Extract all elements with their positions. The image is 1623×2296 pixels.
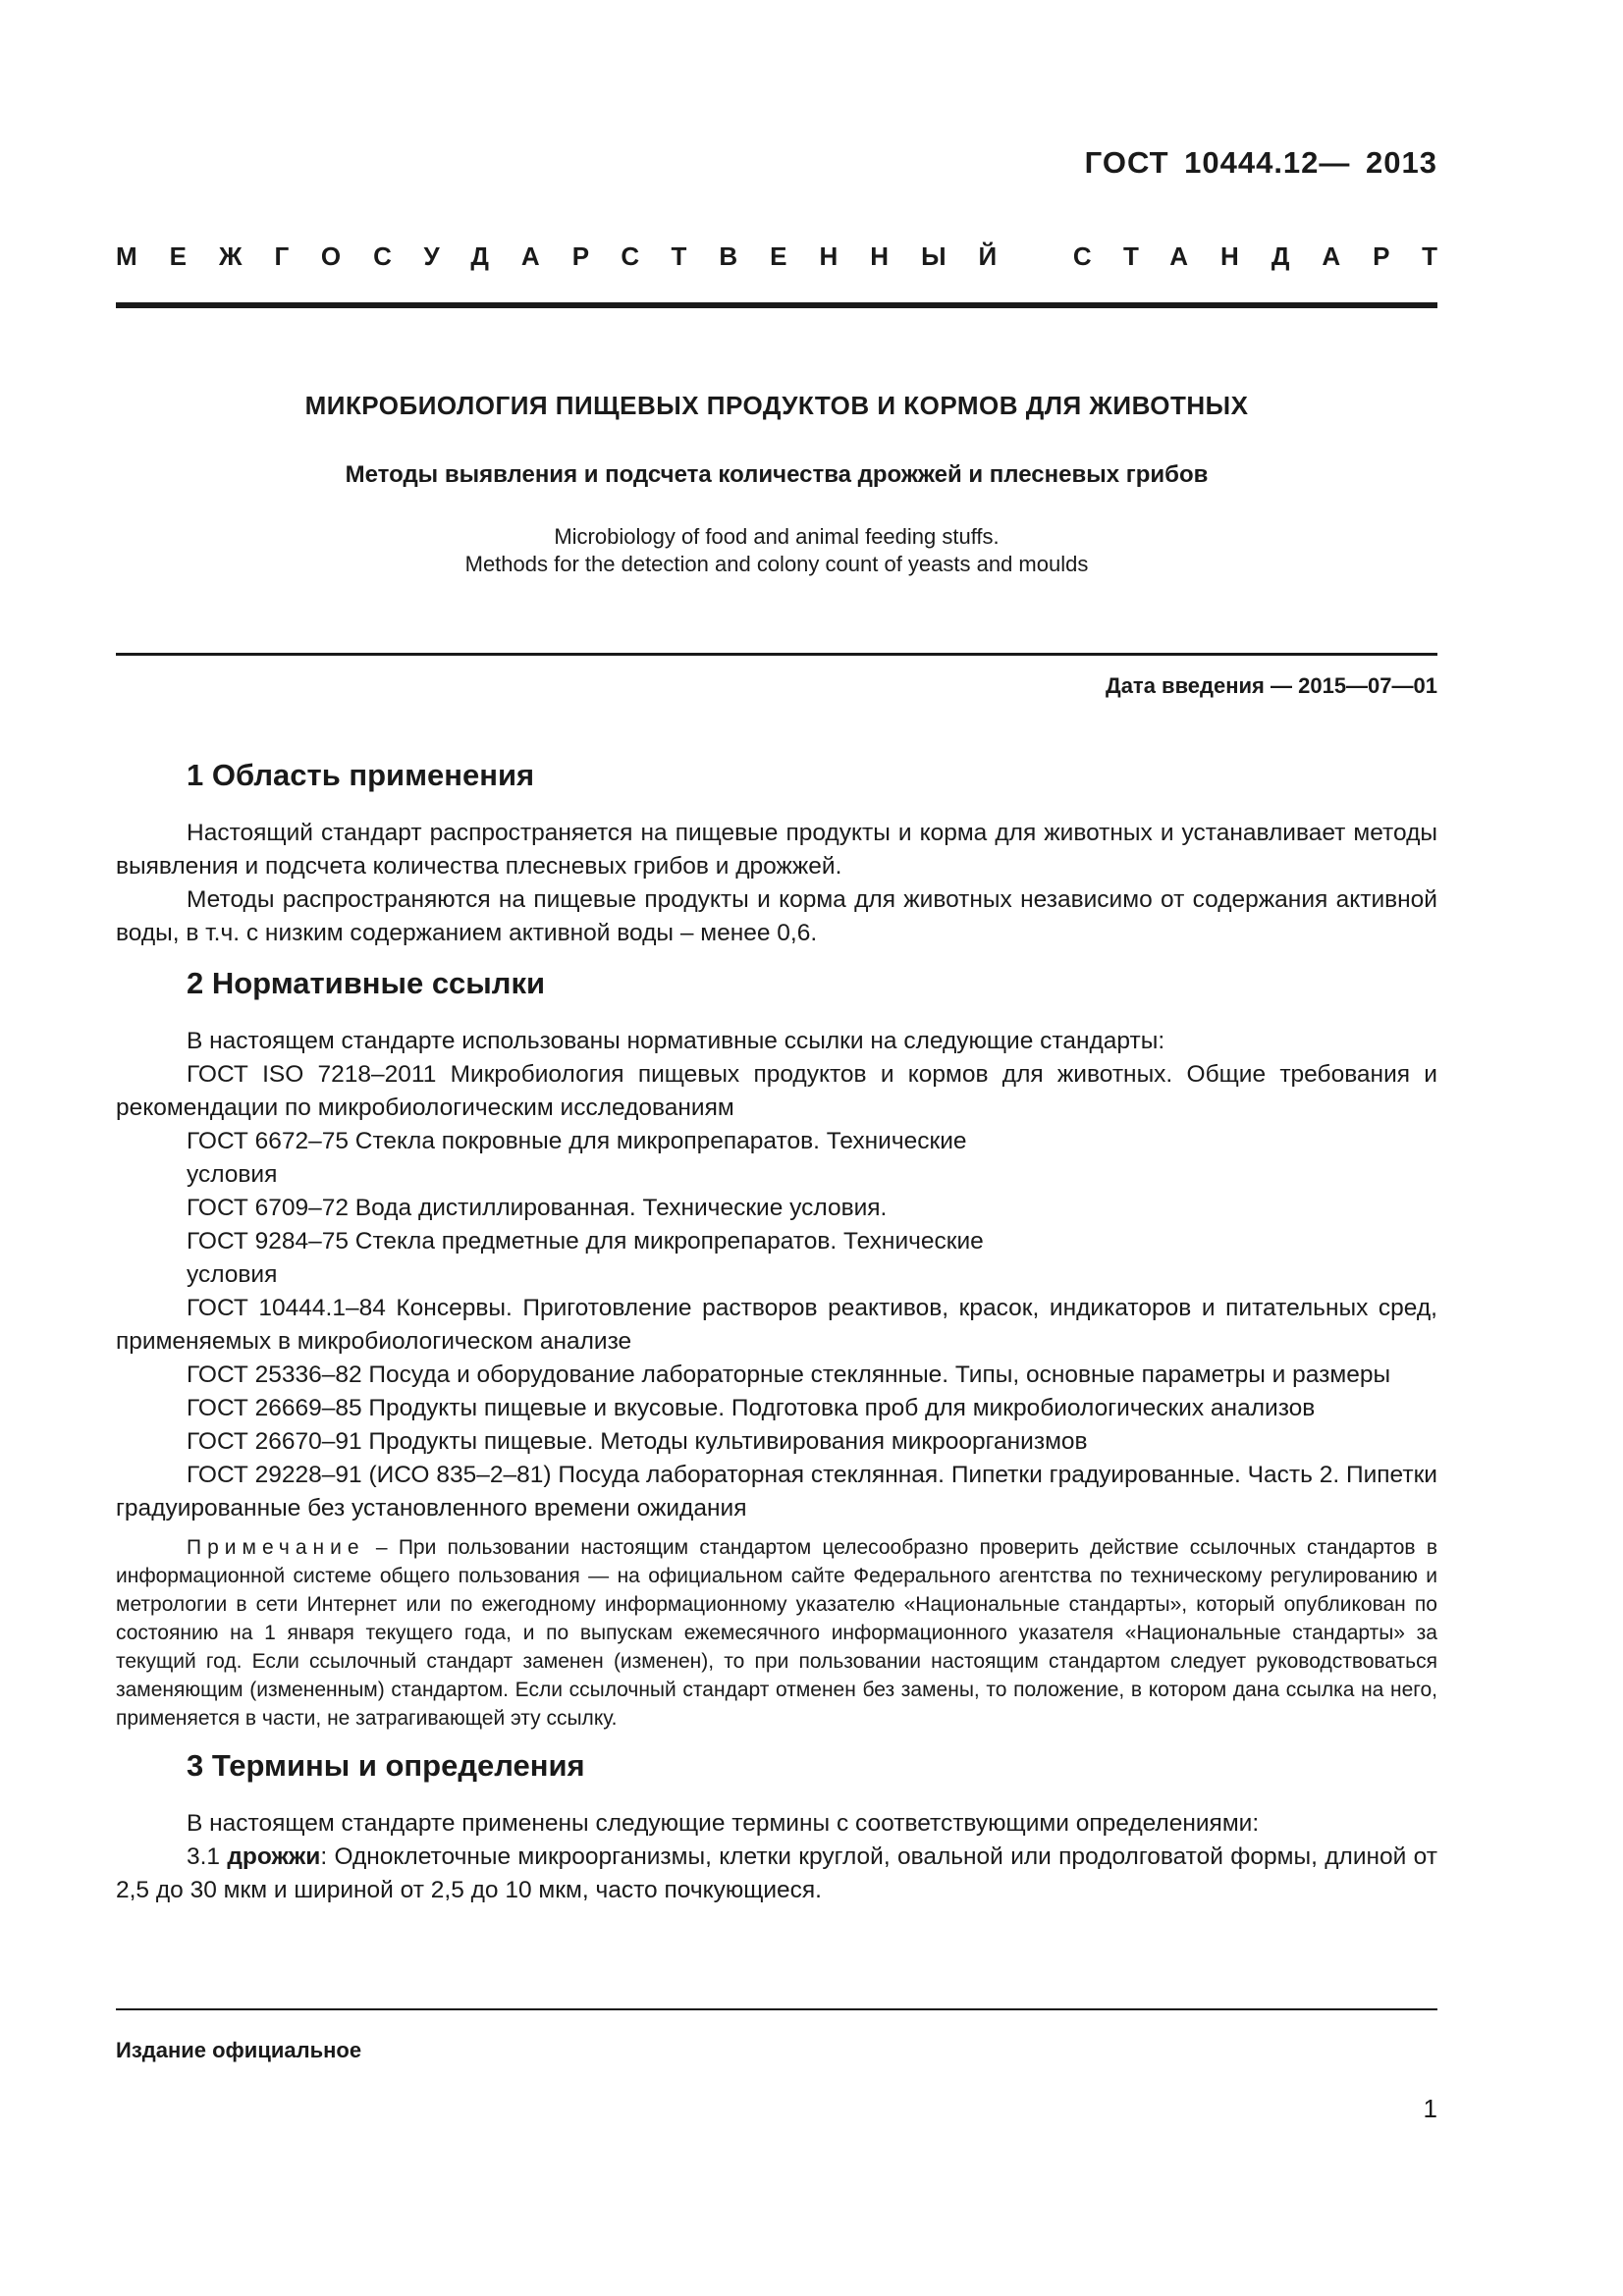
reference-item: ГОСТ 26669–85 Продукты пищевые и вкусовые. Подготовка проб для микробиологических анализов — [187, 1395, 1316, 1421]
english-title-line: Microbiology of food and animal feeding stuffs. — [554, 524, 1000, 549]
reference-item: ГОСТ 6709–72 Вода дистиллированная. Технические условия. — [187, 1195, 888, 1221]
note-label: Примечание — [187, 1536, 365, 1559]
edition-label: Издание официальное — [116, 2038, 362, 2062]
section-title-scope: 1 Область применения — [187, 758, 535, 792]
document-body — [116, 756, 1437, 1907]
reference-item: ГОСТ 6672–75 Стекла покровные для микропрепаратов. Технические — [187, 1128, 967, 1154]
introduction-date: Дата введения — 2015—07—01 — [1106, 673, 1437, 698]
page-number: 1 — [1423, 2094, 1437, 2123]
section-title-terms: 3 Термины и определения — [187, 1748, 585, 1783]
reference-item: ГОСТ ISO 7218–2011 Микробиология пищевых продуктов и кормов для животных. Общие требования и рекомендации по микробиологическим исследованиям — [116, 1061, 1437, 1121]
reference-item: условия — [187, 1161, 278, 1188]
interstate-word: МЕЖГОСУДАРСТВЕННЫЙ — [116, 241, 1030, 271]
reference-item: ГОСТ 26670–91 Продукты пищевые. Методы культивирования микроорганизмов — [187, 1428, 1088, 1455]
reference-item: ГОСТ 29228–91 (ИСО 835–2–81) Посуда лабораторная стеклянная. Пипетки градуированные. Часть 2. Пипетки градуированные без установленного времени ожидания — [116, 1462, 1437, 1522]
english-title-line: Methods for the detection and colony count of yeasts and moulds — [464, 552, 1089, 576]
footer-divider — [116, 2008, 1437, 2010]
english-title — [116, 523, 1437, 578]
paragraph: В настоящем стандарте использованы нормативные ссылки на следующие стандарты: — [187, 1028, 1165, 1054]
note-text: – При пользовании настоящим стандартом целесообразно проверить действие ссылочных стандартов в информационной системе общего пользования — на официальном сайте Федерального агентства по техническому регулированию и метрологии в сети Интернет или по ежегодному информационному указателю «Национальные стандарты», который опубликован по состоянию на 1 января текущего года, и по выпускам ежемесячного информационного указателя «Национальные стандарты» за текущий год. Если ссылочный стандарт заменен (изменен), то при пользовании настоящим стандартом следует руководствоваться заменяющим (измененным) стандартом. Если ссылочный стандарт отменен без замены, то положение, в котором дана ссылка на него, применяется в части, не затрагивающей эту ссылку. — [116, 1536, 1437, 1730]
standard-word: СТАНДАРТ — [1072, 241, 1470, 271]
interstate-standard-heading — [116, 241, 1470, 272]
paragraph: Настоящий стандарт распространяется на пищевые продукты и корма для животных и устанавливает методы выявления и подсчета количества плесневых грибов и дрожжей. — [116, 820, 1437, 880]
document-title: МИКРОБИОЛОГИЯ ПИЩЕВЫХ ПРОДУКТОВ И КОРМОВ ДЛЯ ЖИВОТНЫХ — [304, 391, 1249, 420]
reference-item: ГОСТ 10444.1–84 Консервы. Приготовление растворов реактивов, красок, индикаторов и питательных сред, применяемых в микробиологическом анализе — [116, 1295, 1437, 1355]
definition — [116, 1841, 1437, 1907]
paragraph: Методы распространяются на пищевые продукты и корма для животных независимо от содержания активной воды, в т.ч. с низким содержанием активной воды – менее 0,6. — [116, 886, 1437, 946]
document-number: ГОСТ 10444.12— 2013 — [1084, 145, 1437, 180]
definition-text: : Одноклеточные микроорганизмы, клетки круглой, овальной или продолговатой формы, длиной от 2,5 до 30 мкм и шириной от 2,5 до 10 мкм, часто почкующиеся. — [116, 1843, 1437, 1903]
definition-term: дрожжи — [227, 1843, 321, 1870]
note — [116, 1533, 1437, 1733]
reference-item: ГОСТ 9284–75 Стекла предметные для микропрепаратов. Технические — [187, 1228, 984, 1255]
section-title-references: 2 Нормативные ссылки — [187, 966, 546, 1000]
definition-number: 3.1 — [187, 1843, 228, 1870]
reference-item: условия — [187, 1261, 278, 1288]
reference-item: ГОСТ 25336–82 Посуда и оборудование лабораторные стеклянные. Типы, основные параметры и размеры — [187, 1362, 1391, 1388]
title-divider — [116, 653, 1437, 656]
header-divider — [116, 302, 1437, 308]
document-subtitle: Методы выявления и подсчета количества дрожжей и плесневых грибов — [345, 461, 1209, 488]
paragraph: В настоящем стандарте применены следующие термины с соответствующими определениями: — [187, 1810, 1260, 1837]
